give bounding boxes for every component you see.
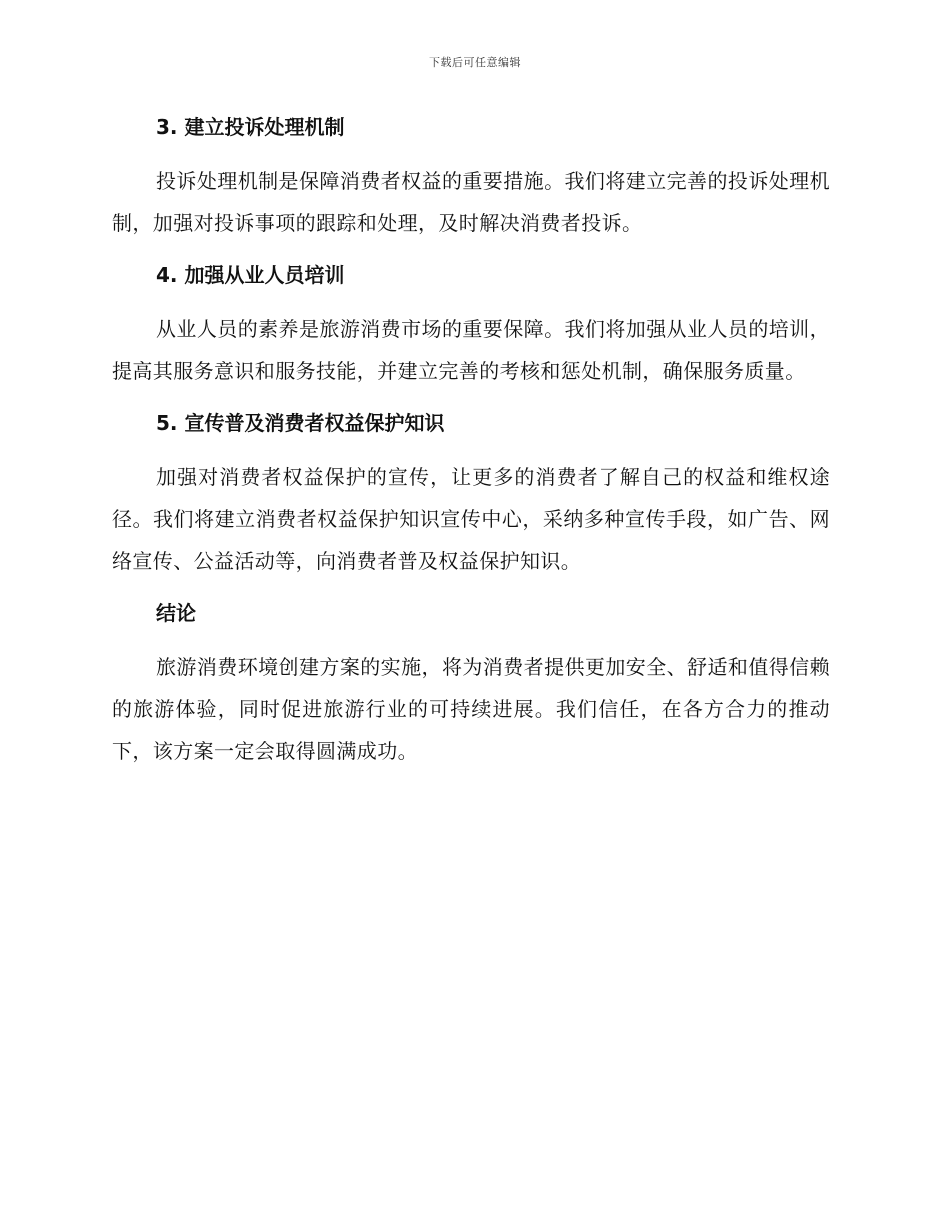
section-heading-conclusion: 结论 bbox=[156, 601, 196, 625]
section-paragraph-conclusion: 旅游消费环境创建方案的实施，将为消费者提供更加安全、舒适和值得信赖的旅游体验，同时促进旅游行业的可持续进展。我们信任，在各方合力的推动下，该方案一定会取得圆满成功。 bbox=[112, 655, 830, 763]
section-paragraph-complaint-mechanism: 投诉处理机制是保障消费者权益的重要措施。我们将建立完善的投诉处理机制，加强对投诉事项的跟踪和处理，及时解决消费者投诉。 bbox=[112, 169, 830, 235]
section-heading-rights-awareness: 5. 宣传普及消费者权益保护知识 bbox=[156, 411, 445, 435]
section-heading-staff-training: 4. 加强从业人员培训 bbox=[156, 263, 345, 287]
document-body bbox=[112, 112, 830, 788]
header-note: 下载后可任意编辑 bbox=[429, 56, 521, 69]
section-paragraph-staff-training: 从业人员的素养是旅游消费市场的重要保障。我们将加强从业人员的培训，提高其服务意识和服务技能，并建立完善的考核和惩处机制，确保服务质量。 bbox=[112, 317, 830, 383]
section-heading-complaint-mechanism: 3. 建立投诉处理机制 bbox=[156, 115, 345, 139]
section-paragraph-rights-awareness: 加强对消费者权益保护的宣传，让更多的消费者了解自己的权益和维权途径。我们将建立消费者权益保护知识宣传中心，采纳多种宣传手段，如广告、网络宣传、公益活动等，向消费者普及权益保护知识。 bbox=[112, 465, 830, 573]
